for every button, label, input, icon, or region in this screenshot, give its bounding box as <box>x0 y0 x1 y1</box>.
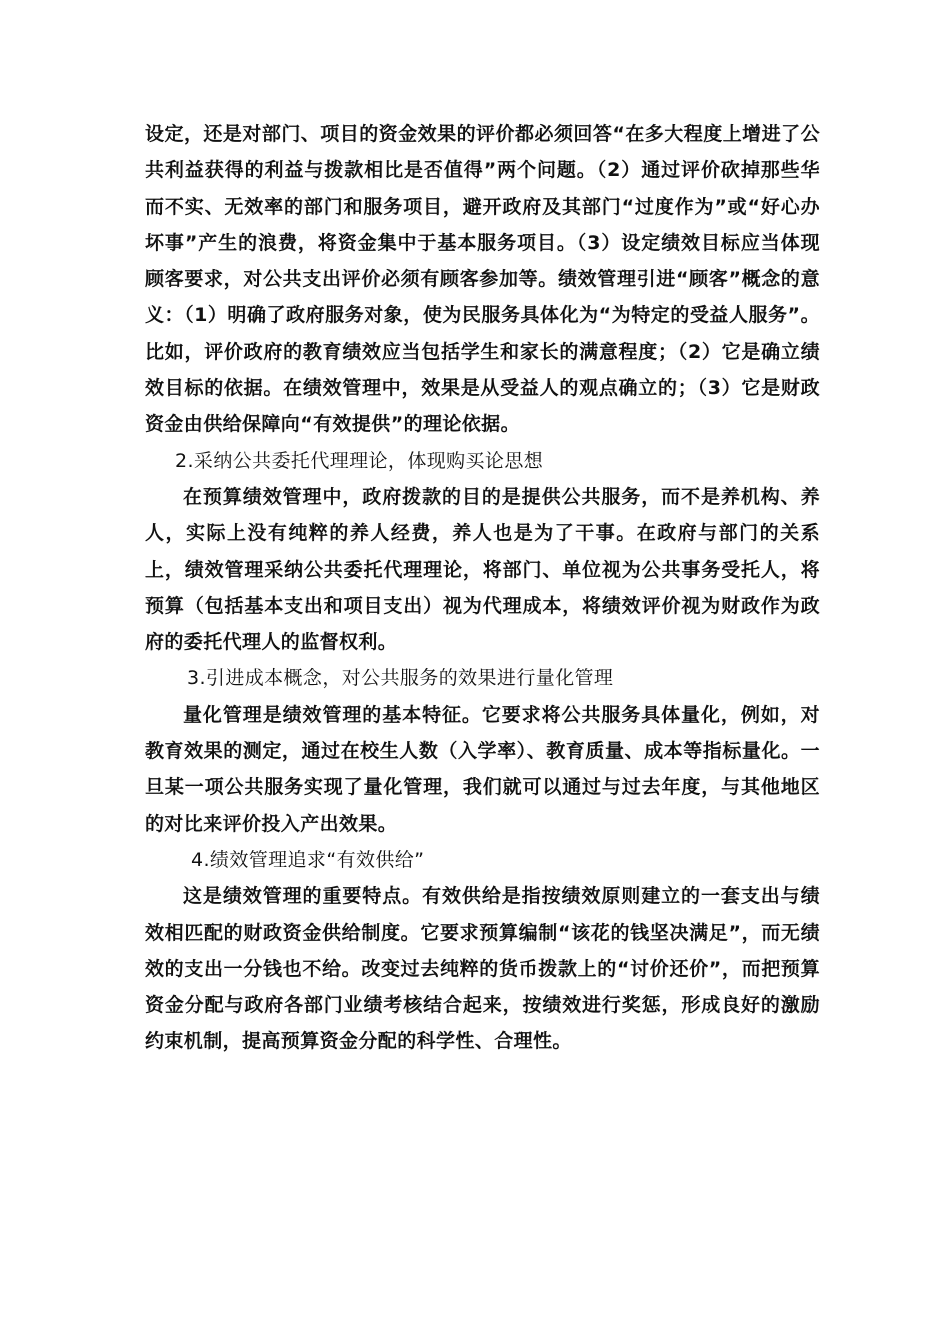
paragraph-customer-concept: 设定，还是对部门、项目的资金效果的评价都必须回答“在多大程度上增进了公共利益获得的利益与拨款相比是否值得”两个问题。（2）通过评价砍掉那些华而不实、无效率的部门和服务项目，避开政府及其部门“过度作为”或“好心办坏事”产生的浪费，将资金集中于基本服务项目。（3）设定绩效目标应当体现顾客要求，对公共支出评价必须有顾客参加等。绩效管理引进“顾客”概念的意义：（1）明确了政府服务对象，使为民服务具体化为“为特定的受益人服务”。比如，评价政府的教育绩效应当包括学生和家长的满意程度；（2）它是确立绩效目标的依据。在绩效管理中，效果是从受益人的观点确立的；（3）它是财政资金由供给保障向“有效提供”的理论依据。 <box>145 123 820 436</box>
paragraph-principal-agent: 在预算绩效管理中，政府拨款的目的是提供公共服务，而不是养机构、养人，实际上没有纯粹的养人经费，养人也是为了干事。在政府与部门的关系上，绩效管理采纳公共委托代理理论，将部门、单位视为公共事务受托人，将预算（包括基本支出和项目支出）视为代理成本，将绩效评价视为财政作为政府的委托代理人的监督权利。 <box>145 485 820 654</box>
heading-cost-concept: 3.引进成本概念，对公共服务的效果进行量化管理 <box>187 667 614 690</box>
heading-principal-agent: 2.采纳公共委托代理理论，体现购买论思想 <box>175 449 544 472</box>
paragraph-effective-supply: 这是绩效管理的重要特点。有效供给是指按绩效原则建立的一套支出与绩效相匹配的财政资金供给制度。它要求预算编制“该花的钱坚决满足”，而无绩效的支出一分钱也不给。改变过去纯粹的货币拨款上的“讨价还价”，而把预算资金分配与政府各部门业绩考核结合起来，按绩效进行奖惩，形成良好的激励约束机制，提高预算资金分配的科学性、合理性。 <box>145 885 820 1053</box>
heading-effective-supply: 4.绩效管理追求“有效供给” <box>191 848 425 871</box>
document-body <box>145 116 820 1060</box>
paragraph-quantified-management: 量化管理是绩效管理的基本特征。它要求将公共服务具体量化，例如，对教育效果的测定，通过在校生人数（入学率）、教育质量、成本等指标量化。一旦某一项公共服务实现了量化管理，我们就可以通过与过去年度，与其他地区的对比来评价投入产出效果。 <box>145 703 820 835</box>
